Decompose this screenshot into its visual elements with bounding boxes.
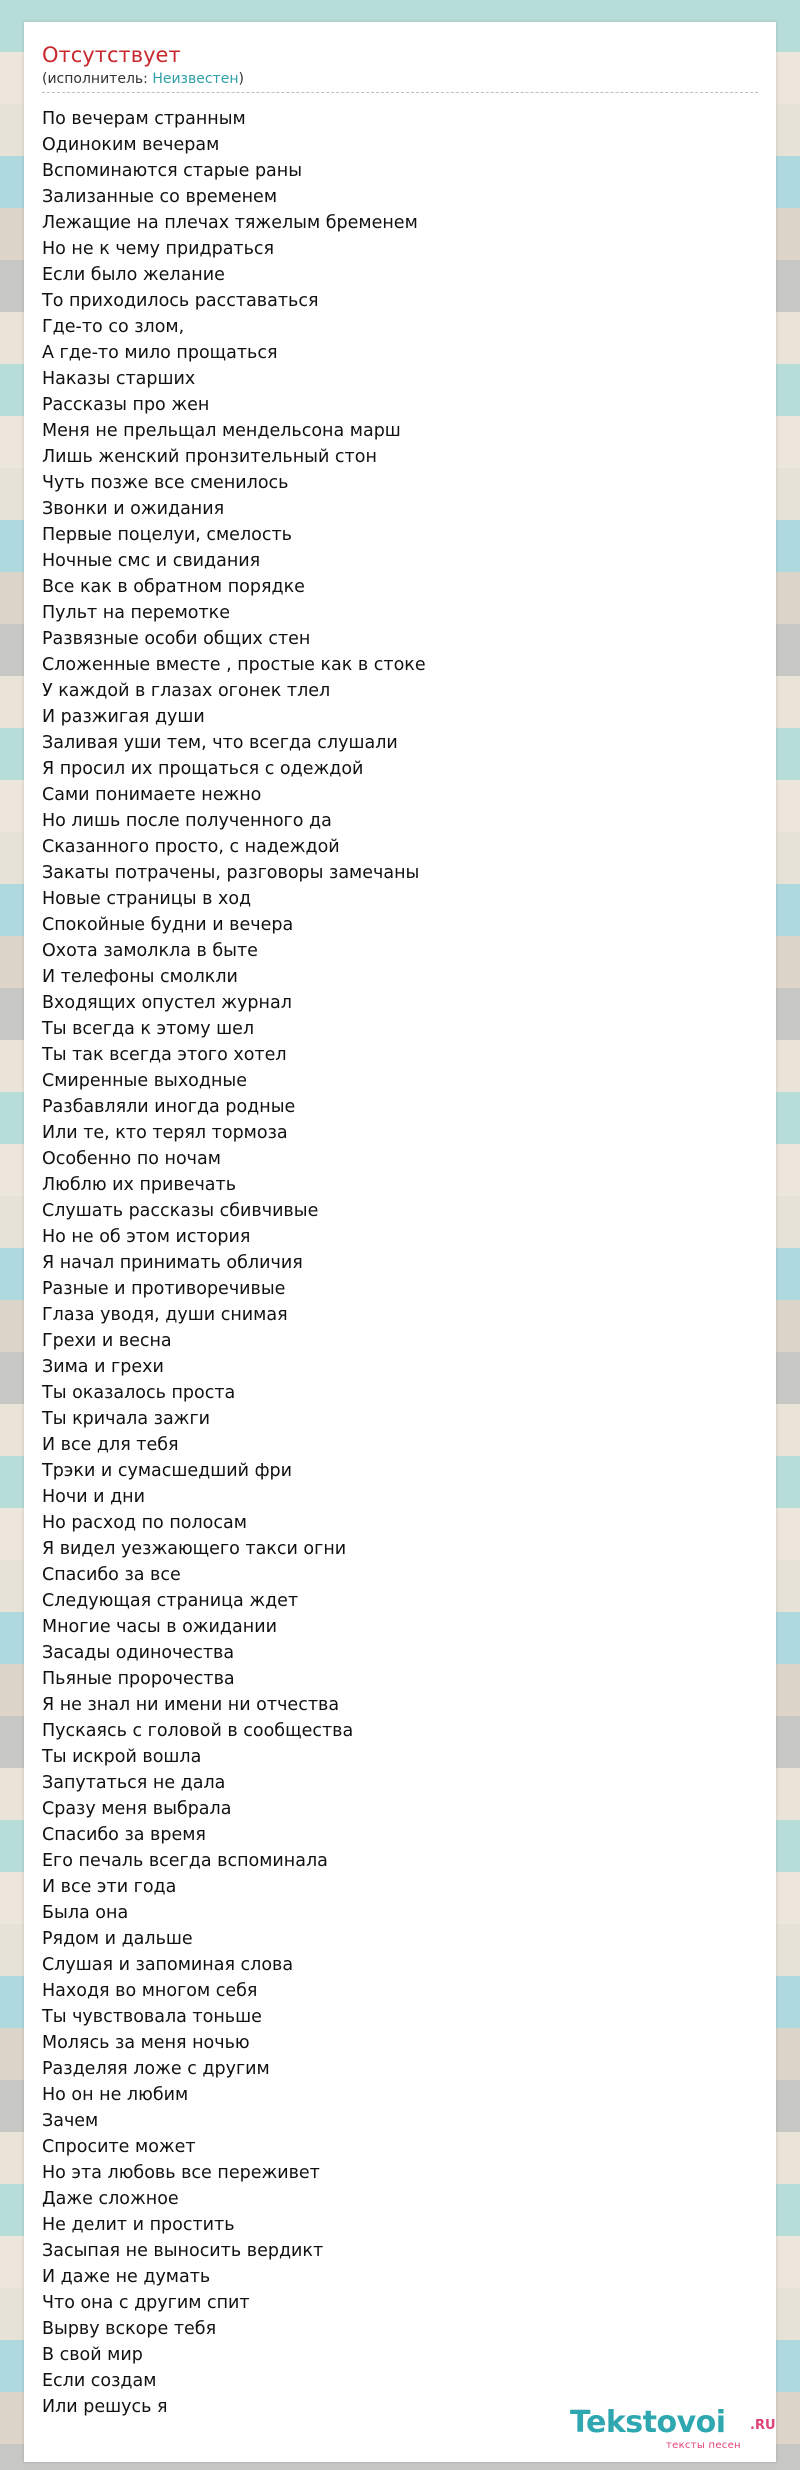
lyric-line: Пульт на перемотке [42,603,231,623]
lyric-line: По вечерам странным [42,109,246,129]
lyric-line: Запутаться не дала [42,1773,226,1793]
lyric-line: И телефоны смолкли [42,967,238,987]
lyric-line: Я не знал ни имени ни отчества [42,1695,340,1715]
lyric-line: Засыпая не выносить вердикт [42,2241,324,2261]
lyric-line: Я просил их прощаться с одеждой [42,759,364,779]
lyric-line: Вырву вскоре тебя [42,2319,217,2339]
lyric-line: Грехи и весна [42,1331,172,1351]
lyric-line: Вспоминаются старые раны [42,161,303,181]
lyric-line: Пускаясь с головой в сообщества [42,1721,354,1741]
lyric-line: Слушая и запоминая слова [42,1955,294,1975]
lyric-line: Сложенные вместе , простые как в стоке [42,655,426,675]
lyric-line: Я начал принимать обличия [42,1253,303,1273]
lyric-line: Разбавляли иногда родные [42,1097,296,1117]
lyric-line: Или те, кто терял тормоза [42,1123,288,1143]
lyric-line: Звонки и ожидания [42,499,225,519]
artist-link[interactable]: Неизвестен [152,71,239,87]
lyric-line: Следующая страница ждет [42,1591,299,1611]
logo-tld: .RU [750,2418,776,2433]
lyric-line: Ты кричала зажги [42,1409,211,1429]
lyric-line: Зализанные со временем [42,187,278,207]
lyric-line: Рядом и дальше [42,1929,193,1949]
lyric-line: Наказы старших [42,369,196,389]
lyric-line: Развязные особи общих стен [42,629,311,649]
lyric-line: Или решусь я [42,2397,168,2417]
lyric-line: Если создам [42,2371,157,2391]
lyric-line: Глаза уводя, души снимая [42,1305,288,1325]
lyric-line: Особенно по ночам [42,1149,221,1169]
lyric-line: Ты чувствовала тоньше [42,2007,262,2027]
lyric-line: Что она с другим спит [42,2293,250,2313]
artist-suffix: ) [238,71,244,87]
lyric-line: Но он не любим [42,2085,189,2105]
lyric-line: Многие часы в ожидании [42,1617,277,1637]
lyric-line: Его печаль всегда вспоминала [42,1851,328,1871]
lyric-line: В свой мир [42,2345,143,2365]
lyric-line: Пьяные пророчества [42,1669,235,1689]
lyrics-card [24,22,776,2462]
lyric-line: Если было желание [42,265,225,285]
lyric-line: Спасибо за время [42,1825,206,1845]
lyric-line: Спросите может [42,2137,196,2157]
lyric-line: Рассказы про жен [42,395,210,415]
song-title: Отсутствует [42,43,181,67]
logo-name: Tekstovoi [570,2405,726,2440]
lyric-line: Трэки и сумасшедший фри [42,1461,293,1481]
lyric-line: Входящих опустел журнал [42,993,292,1013]
lyric-line: Первые поцелуи, смелость [42,525,292,545]
lyric-line: Люблю их привечать [42,1175,237,1195]
lyric-line: Засады одиночества [42,1643,235,1663]
lyric-line: Чуть позже все сменилось [42,473,289,493]
lyric-line: Ты оказалось проста [42,1383,236,1403]
lyric-line: Меня не прельщал мендельсона марш [42,421,401,441]
lyric-line: Я видел уезжающего такси огни [42,1539,347,1559]
lyric-line: Зачем [42,2111,99,2131]
logo-tagline: тексты песен [666,2440,741,2451]
lyric-line: Но не к чему придраться [42,239,275,259]
lyric-line: Спокойные будни и вечера [42,915,294,935]
lyric-line: И все эти года [42,1877,177,1897]
artist-line [42,70,244,88]
lyric-line: Закаты потрачены, разговоры замечаны [42,863,420,883]
lyric-line: Разные и противоречивые [42,1279,286,1299]
lyric-line: Лишь женский пронзительный стон [42,447,377,467]
lyric-line: Одиноким вечерам [42,135,220,155]
lyric-line: Сразу меня выбрала [42,1799,232,1819]
lyric-line: И все для тебя [42,1435,179,1455]
lyric-line: Молясь за меня ночью [42,2033,250,2053]
lyric-line: Слушать рассказы сбивчивые [42,1201,319,1221]
lyric-line: Но расход по полосам [42,1513,247,1533]
divider [42,92,758,93]
lyric-line: Ночные смс и свидания [42,551,261,571]
lyric-line: Не делит и простить [42,2215,235,2235]
lyric-line: Смиренные выходные [42,1071,248,1091]
lyric-line: Но лишь после полученного да [42,811,332,831]
lyric-line: Даже сложное [42,2189,179,2209]
lyric-line: Ты искрой вошла [42,1747,202,1767]
lyric-line: Зима и грехи [42,1357,164,1377]
lyrics-text [42,106,742,2420]
lyric-line: Была она [42,1903,129,1923]
lyric-line: И даже не думать [42,2267,211,2287]
lyric-line: Где-то со злом, [42,317,185,337]
lyric-line: Находя во многом себя [42,1981,258,2001]
lyric-line: Все как в обратном порядке [42,577,305,597]
lyric-line: Сами понимаете нежно [42,785,262,805]
lyric-line: Спасибо за все [42,1565,181,1585]
lyric-line: А где-то мило прощаться [42,343,278,363]
lyric-line: Заливая уши тем, что всегда слушали [42,733,398,753]
lyric-line: И разжигая души [42,707,205,727]
site-logo[interactable] [570,2405,776,2451]
lyric-line: У каждой в глазах огонек тлел [42,681,331,701]
lyric-line: Лежащие на плечах тяжелым бременем [42,213,418,233]
lyric-line: Ты всегда к этому шел [42,1019,255,1039]
lyric-line: Ты так всегда этого хотел [42,1045,287,1065]
lyric-line: Охота замолкла в быте [42,941,258,961]
lyric-line: Но не об этом история [42,1227,251,1247]
lyric-line: Сказанного просто, с надеждой [42,837,340,857]
lyric-line: Новые страницы в ход [42,889,252,909]
lyric-line: Ночи и дни [42,1487,145,1507]
lyric-line: То приходилось расставаться [42,291,319,311]
artist-prefix: (исполнитель: [42,71,153,87]
lyric-line: Разделяя ложе с другим [42,2059,270,2079]
lyric-line: Но эта любовь все переживет [42,2163,320,2183]
